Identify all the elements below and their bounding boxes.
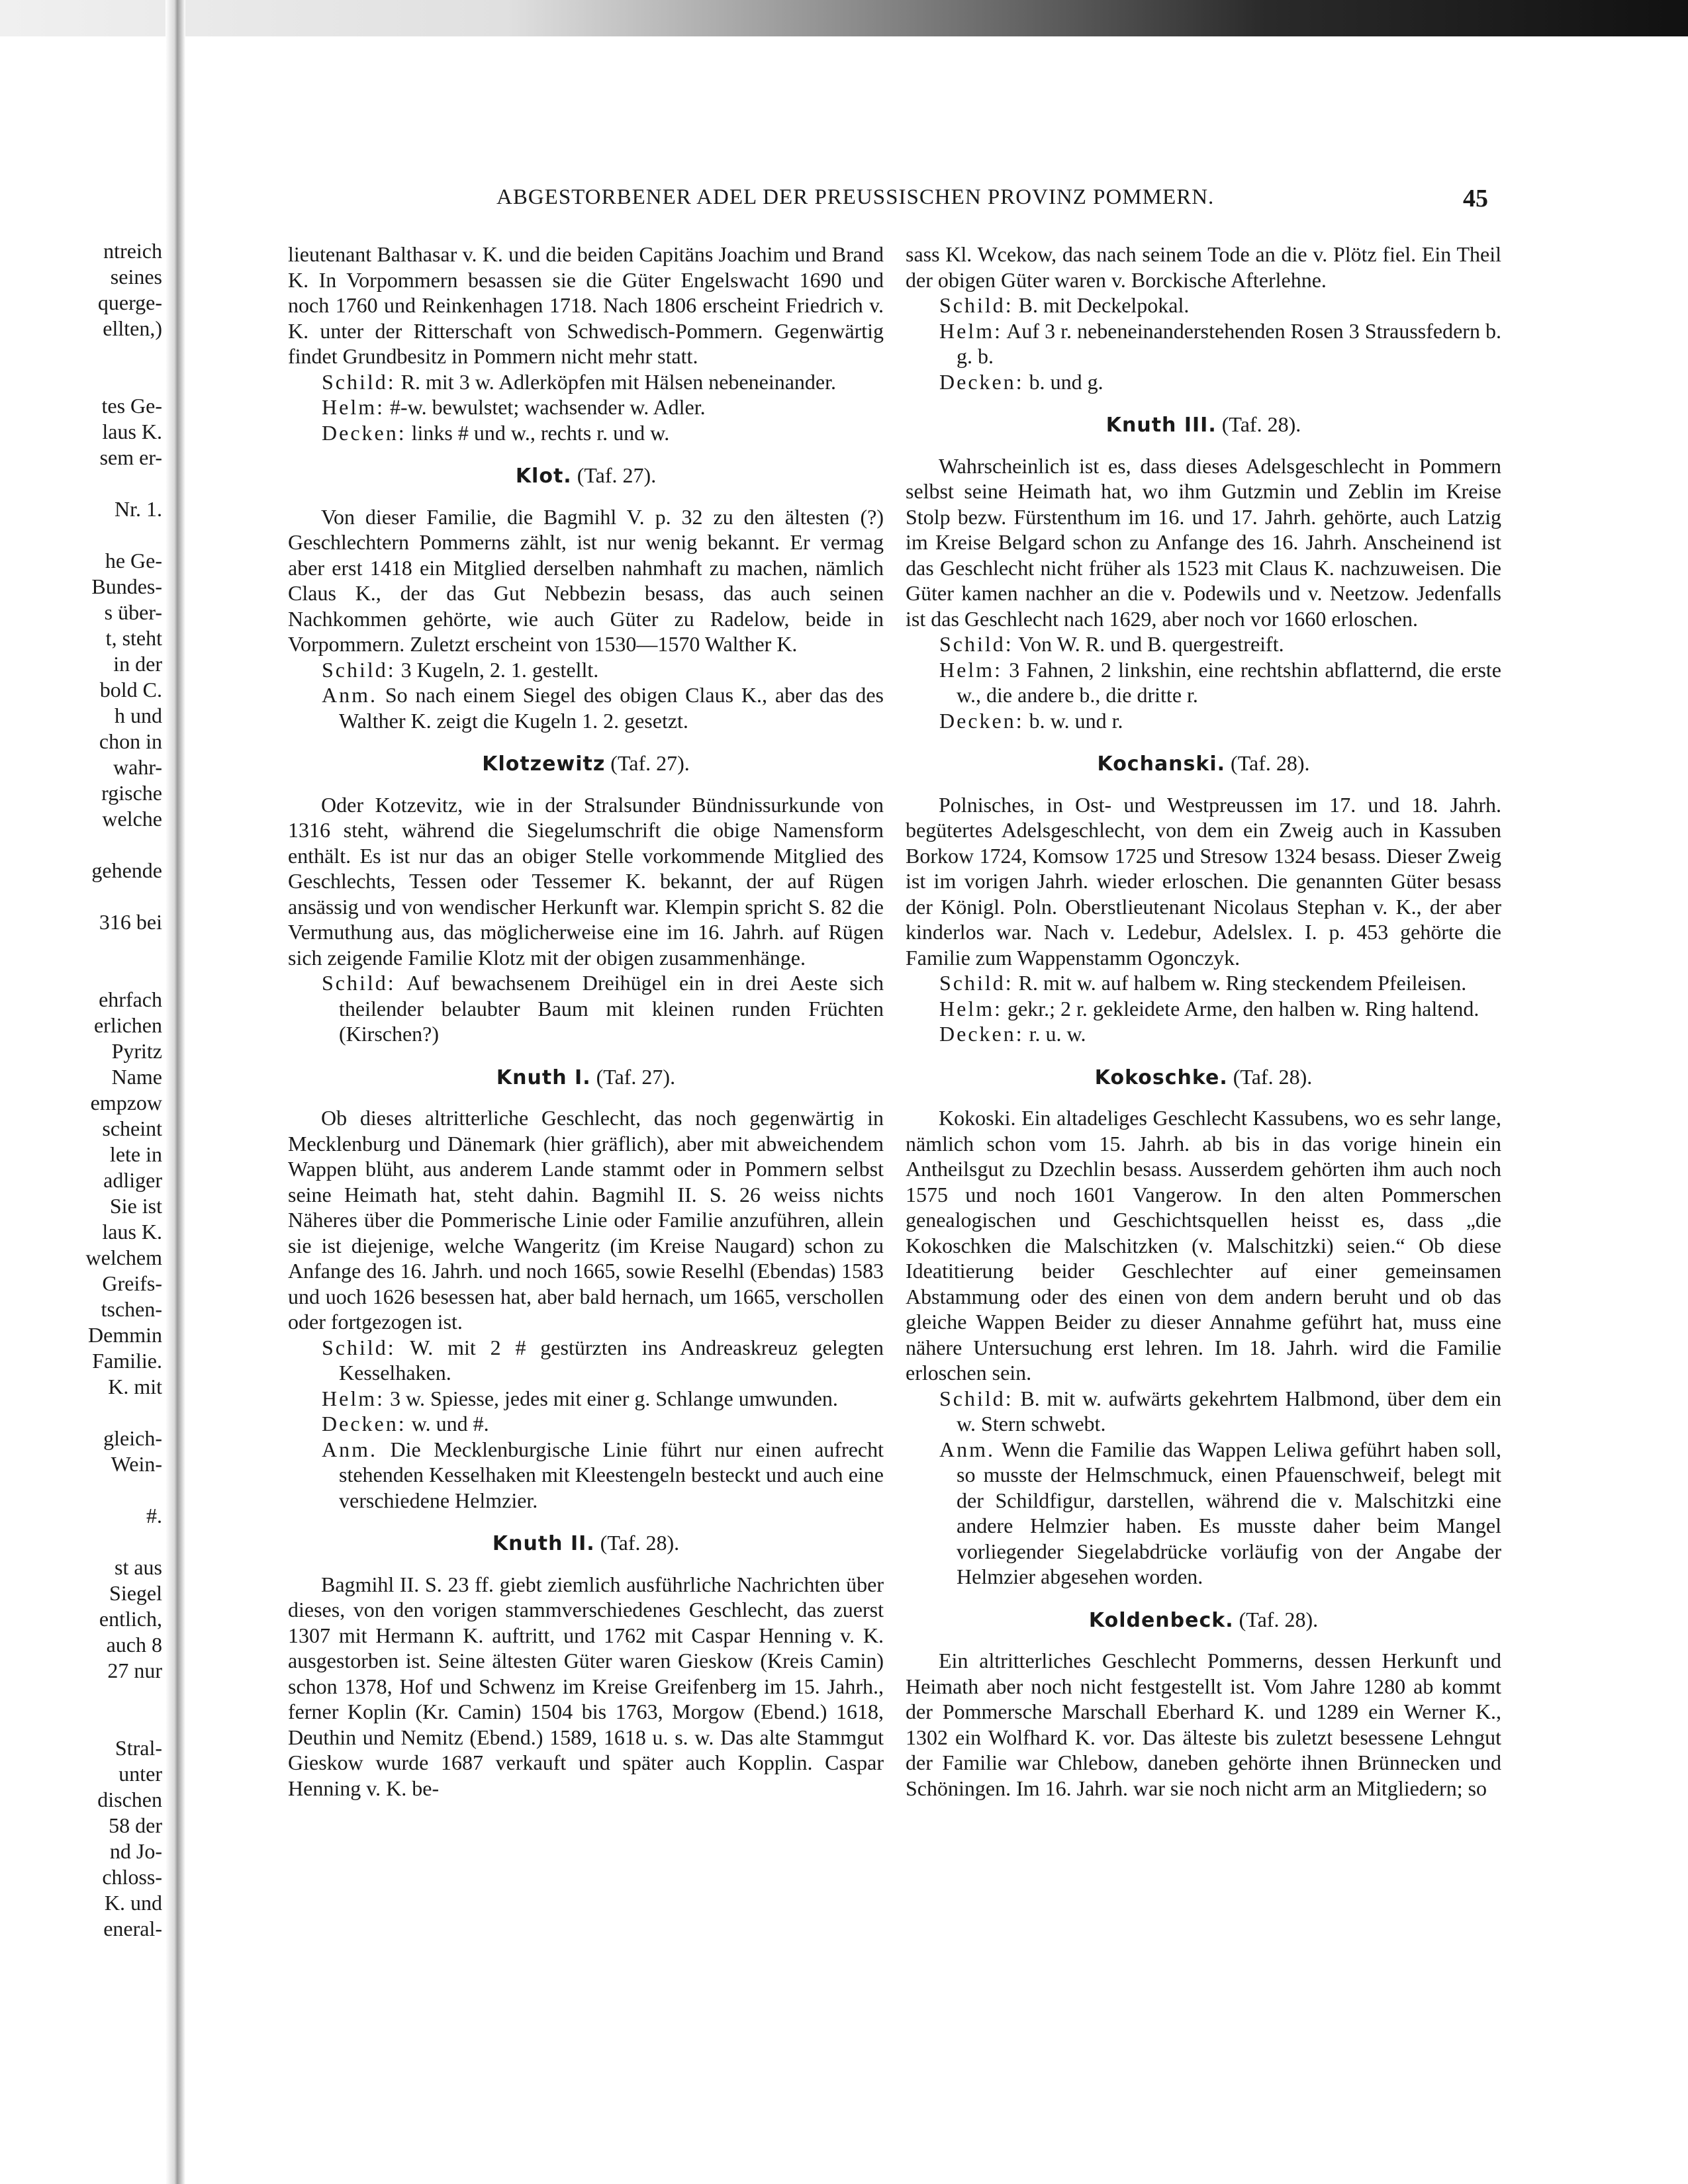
- margin-fragment: entlich,: [99, 1607, 162, 1631]
- margin-fragment: [0, 522, 162, 548]
- margin-fragment: Stral-: [115, 1736, 162, 1760]
- paragraph: Kokoski. Ein altadeliges Geschlecht Kassubens, wo es sehr lange, nämlich schon vom 15. Jahrh. ab bis in das vorige hinein ein Antheilsgut zu Dzechlin besass. Ausserdem gehörten ihm auch noch 1575 und noch 1601 Vangerow. In den alten Pommerschen genealogischen und Geschichtsquellen heisst es, dass „die Kokoschken die Malschitzken (v. Malschitzki) seien.“ Ob diese Ideatitierung beider Geschlechter auf einer gemeinsamen Abstammung oder des einen von dem andern beruht und ob das gleiche Wappen Beider zu dieser Annahme geführt hat, muss eine nähere Untersuchung erst lehren. Im 18. Jahrh. wird die Familie erloschen sein.: [906, 1106, 1501, 1385]
- margin-fragment: nd Jo-: [109, 1839, 162, 1863]
- margin-fragment: seines: [110, 265, 162, 289]
- margin-fragment: in der: [113, 652, 162, 676]
- family-name: Koldenbeck.: [1088, 1608, 1234, 1632]
- entry-heading: [288, 1530, 884, 1557]
- plate-reference: (Taf. 28).: [1221, 412, 1301, 436]
- plate-reference: (Taf. 28).: [1231, 751, 1310, 775]
- margin-fragment: wahr-: [113, 755, 162, 779]
- plate-reference: (Taf. 28).: [1233, 1064, 1313, 1089]
- heraldry-line: [288, 420, 884, 446]
- heraldry-line: [288, 970, 884, 1047]
- paragraph: Wahrscheinlich ist es, dass dieses Adelsgeschlecht in Pommern selbst seine Heimath hat, wo ihm Gutzmin und Zeblin im Kreise Stolp bezw. Fürstenthum im 16. und 17. Jahrh. gehörte, auch Latzig im Kreise Belgard schon zu Anfange des 16. Jahrh. Anscheinend ist das Geschlecht nicht früher als 1523 mit Claus K. nachzuweisen. Die Güter kamen nachher an die v. Podewils und v. Neetzow. Jedenfalls ist das Geschlecht nach 1629, aber noch vor 1660 erloschen.: [906, 453, 1501, 631]
- entry-heading: [288, 1064, 884, 1091]
- margin-fragment: scheint: [102, 1116, 162, 1140]
- margin-fragment: h und: [115, 704, 162, 727]
- heraldry-key: Helm:: [939, 996, 1002, 1021]
- margin-fragment: 316 bei: [99, 910, 162, 934]
- margin-fragment: Name: [111, 1065, 162, 1089]
- margin-fragment: Wein-: [111, 1452, 162, 1476]
- paragraph: Oder Kotzevitz, wie in der Stralsunder Bündnissurkunde von 1316 steht, während die Siegelumschrift die obige Namensform enthält. Es ist nur das an obiger Stelle vorkommende Mitglied des Geschlechts, Tessen oder Tessemer K. bekannt, der auf Rügen ansässig und von wendischer Herkunft war. Klempin spricht S. 82 die Vermuthung aus, das möglicherweise eine im 16. Jahrh. auf Rügen sich zeigende Familie Klotz mit der obigen zusammenhänge.: [288, 792, 884, 970]
- previous-page-margin: [0, 238, 162, 1942]
- heraldry-key: Anm.: [322, 1437, 377, 1461]
- paragraph: sass Kl. Wcekow, das nach seinem Tode an die v. Plötz fiel. Ein Theil der obigen Güter waren v. Borckische Afterlehne.: [906, 242, 1501, 292]
- family-name: Knuth II.: [492, 1532, 595, 1555]
- heraldry-key: Decken:: [322, 420, 406, 445]
- margin-fragment: laus K.: [102, 1220, 162, 1244]
- heraldry-key: Helm:: [939, 657, 1002, 682]
- heraldry-line: [906, 293, 1501, 318]
- heraldry-text: R. mit w. auf halbem w. Ring steckendem Pfeileisen.: [1018, 971, 1467, 995]
- margin-fragment: [0, 935, 162, 961]
- margin-fragment: laus K.: [102, 420, 162, 443]
- heraldry-line: [288, 369, 884, 395]
- margin-fragment: ellten,): [103, 316, 162, 340]
- heraldry-text: R. mit 3 w. Adlerköpfen mit Hälsen nebeneinander.: [400, 369, 836, 394]
- margin-fragment: [0, 832, 162, 858]
- margin-fragment: erlichen: [93, 1013, 162, 1037]
- plate-reference: (Taf. 28).: [1239, 1607, 1319, 1631]
- heraldry-text: #-w. bewulstet; wachsender w. Adler.: [389, 395, 706, 419]
- plate-reference: (Taf. 27).: [610, 751, 690, 775]
- heraldry-line: [288, 682, 884, 733]
- heraldry-text: 3 Fahnen, 2 linkshin, eine rechtshin abflatternd, die erste w., die andere b., die dritte r.: [957, 657, 1502, 707]
- heraldry-key: Schild:: [939, 1386, 1013, 1410]
- margin-fragment: auch 8: [106, 1633, 162, 1657]
- margin-fragment: [0, 1477, 162, 1503]
- entry-heading: [288, 463, 884, 490]
- entry-heading: [906, 751, 1501, 778]
- margin-fragment: empzow: [90, 1091, 162, 1115]
- heraldry-text: links # und w., rechts r. und w.: [411, 420, 670, 445]
- heraldry-key: Decken:: [322, 1412, 406, 1435]
- heraldry-key: Helm:: [322, 395, 385, 419]
- family-name: Kokoschke.: [1094, 1066, 1228, 1089]
- margin-fragment: Pyritz: [111, 1039, 162, 1063]
- heraldry-line: [906, 318, 1501, 369]
- margin-fragment: [0, 341, 162, 367]
- heraldry-line: [288, 394, 884, 420]
- margin-fragment: [0, 367, 162, 393]
- margin-fragment: Siegel: [109, 1581, 162, 1605]
- margin-fragment: Demmin: [88, 1323, 162, 1347]
- plate-reference: (Taf. 27).: [577, 463, 657, 487]
- margin-fragment: he Ge-: [105, 549, 162, 572]
- margin-fragment: [0, 471, 162, 496]
- heraldry-line: [906, 996, 1501, 1022]
- heraldry-key: Helm:: [322, 1386, 385, 1410]
- family-name: Klot.: [515, 465, 572, 488]
- margin-fragment: adliger: [103, 1168, 162, 1192]
- margin-fragment: [0, 1529, 162, 1555]
- plate-reference: (Taf. 27).: [596, 1064, 676, 1089]
- heraldry-text: 3 w. Spiesse, jedes mit einer g. Schlange umwunden.: [389, 1386, 838, 1410]
- heraldry-key: Schild:: [322, 971, 396, 995]
- margin-fragment: gehende: [91, 858, 162, 882]
- running-header: ABGESTORBENER ADEL DER PREUSSISCHEN PROVINZ POMMERN.: [496, 185, 1215, 209]
- entry-heading: [906, 1064, 1501, 1091]
- margin-fragment: s über-: [104, 600, 162, 624]
- heraldry-key: Schild:: [939, 293, 1013, 317]
- heraldry-key: Schild:: [939, 632, 1013, 656]
- heraldry-key: Decken:: [939, 369, 1024, 394]
- heraldry-line: [906, 1021, 1501, 1047]
- family-name: Kochanski.: [1097, 752, 1226, 776]
- margin-fragment: 27 nur: [107, 1659, 162, 1682]
- heraldry-text: w. und #.: [411, 1412, 489, 1435]
- heraldry-line: [288, 657, 884, 683]
- margin-fragment: ehrfach: [99, 987, 162, 1011]
- family-name: Knuth I.: [496, 1066, 591, 1089]
- page-number: 45: [1463, 185, 1488, 212]
- heraldry-line: [288, 1386, 884, 1412]
- margin-fragment: Sie ist: [109, 1194, 162, 1218]
- margin-fragment: gleich-: [103, 1426, 162, 1450]
- heraldry-text: b. und g.: [1029, 369, 1103, 394]
- heraldry-key: Decken:: [939, 708, 1024, 733]
- heraldry-line: [906, 708, 1501, 734]
- heraldry-text: B. mit w. aufwärts gekehrtem Halbmond, über dem ein w. Stern schwebt.: [957, 1386, 1502, 1435]
- margin-fragment: chloss-: [102, 1865, 162, 1889]
- margin-fragment: welchem: [85, 1246, 162, 1269]
- margin-fragment: K. mit: [108, 1375, 162, 1398]
- heraldry-text: r. u. w.: [1029, 1022, 1086, 1046]
- margin-fragment: K. und: [104, 1891, 162, 1915]
- right-column: [906, 242, 1501, 1801]
- paragraph: lieutenant Balthasar v. K. und die beiden Capitäns Joachim und Brand K. In Vorpommern besassen sie die Güter Engelswacht 1690 und noch 1760 und Reinkenhagen 1718. Nach 1806 erscheint Friedrich v. K. unter der Ritterschaft von Schwedisch-Pommern. Gegenwärtig findet Grundbesitz in Pommern nicht mehr statt.: [288, 242, 884, 368]
- margin-fragment: st aus: [115, 1555, 162, 1579]
- margin-fragment: [0, 1684, 162, 1709]
- heraldry-key: Helm:: [939, 318, 1002, 343]
- heraldry-text: b. w. und r.: [1029, 708, 1123, 733]
- margin-fragment: rgische: [101, 781, 162, 805]
- scan-top-edge: [0, 0, 1688, 36]
- heraldry-key: Schild:: [322, 1335, 396, 1359]
- heraldry-line: [288, 1437, 884, 1514]
- heraldry-line: [288, 1411, 884, 1437]
- margin-fragment: lete in: [109, 1142, 162, 1166]
- margin-fragment: bold C.: [99, 678, 162, 702]
- margin-fragment: [0, 961, 162, 987]
- margin-fragment: welche: [102, 807, 162, 831]
- heraldry-key: Schild:: [322, 369, 396, 394]
- margin-fragment: sem er-: [99, 445, 162, 469]
- heraldry-line: [906, 970, 1501, 996]
- heraldry-text: B. mit Deckelpokal.: [1018, 293, 1190, 317]
- margin-fragment: querge-: [97, 291, 162, 314]
- heraldry-line: [288, 1335, 884, 1386]
- margin-fragment: tes Ge-: [101, 394, 162, 418]
- margin-fragment: [0, 1709, 162, 1735]
- margin-fragment: ntreich: [103, 239, 162, 263]
- heraldry-key: Anm.: [322, 683, 377, 707]
- heraldry-key: Schild:: [322, 657, 396, 682]
- margin-fragment: unter: [118, 1762, 162, 1786]
- plate-reference: (Taf. 28).: [600, 1531, 680, 1555]
- left-column: [288, 242, 884, 1801]
- heraldry-text: 3 Kugeln, 2. 1. gestellt.: [400, 657, 599, 682]
- heraldry-key: Anm.: [939, 1437, 995, 1461]
- heraldry-key: Schild:: [939, 971, 1013, 995]
- entry-heading: [288, 751, 884, 778]
- margin-fragment: [0, 1400, 162, 1426]
- heraldry-text: Auf bewachsenem Dreihügel ein in drei Aeste sich theilender belaubter Baum mit kleinen runden Früchten (Kirschen?): [339, 971, 884, 1046]
- heraldry-key: Decken:: [939, 1022, 1024, 1046]
- heraldry-text: Auf 3 r. nebeneinanderstehenden Rosen 3 Straussfedern b. g. b.: [957, 318, 1502, 368]
- margin-fragment: chon in: [99, 729, 162, 753]
- margin-fragment: dischen: [97, 1788, 162, 1811]
- margin-fragment: Bundes-: [91, 574, 162, 598]
- margin-fragment: eneral-: [103, 1917, 162, 1940]
- heraldry-text: Die Mecklenburgische Linie führt nur einen aufrecht stehenden Kesselhaken mit Kleestengeln besteckt und auch eine verschiedene Helmzier.: [339, 1437, 884, 1512]
- margin-fragment: Nr. 1.: [115, 497, 162, 521]
- paragraph: Ob dieses altritterliche Geschlecht, das noch gegenwärtig in Mecklenburg und Dänemark (hier gräflich), aber mit abweichendem Wappen blüht, aus anderem Lande stammt oder in Pommern selbst seine Heimath hat, steht dahin. Bagmihl II. S. 26 weiss nichts Näheres über die Pommerische Linie oder Familie anzuführen, allein sie ist diejenige, welche Wangeritz (im Kreise Naugard) schon zu Anfange des 16. Jahrh. und noch 1665, sowie Reselhl (Ebendas) 1583 und uoch 1626 besessen hat, aber bald hernach, um 1665, verschollen oder fortgezogen ist.: [288, 1106, 884, 1334]
- margin-fragment: #.: [146, 1504, 162, 1527]
- heraldry-line: [906, 1437, 1501, 1590]
- paragraph: Ein altritterliches Geschlecht Pommerns, dessen Herkunft und Heimath aber noch nicht festgestellt ist. Vom Jahre 1280 ab kommt der Pommersche Marschall Eberhard K. und 1289 ein Werner K., 1302 ein Wolfhard K. vor. Das älteste bis zuletzt besessene Lehngut der Familie war Chlebow, daneben gehörte ihnen Brünnecken und Schöningen. Im 16. Jahrh. war sie noch nicht arm an Mitgliedern; so: [906, 1649, 1501, 1800]
- margin-fragment: tschen-: [101, 1297, 162, 1321]
- heraldry-line: [906, 1386, 1501, 1437]
- paragraph: Bagmihl II. S. 23 ff. giebt ziemlich ausführliche Nachrichten über dieses, von den vorigen stammverschiedenes Geschlecht, das zuerst 1307 mit Hermann K. auftritt, und 1762 mit Caspar Henning v. K. ausgestorben ist. Seine ältesten Güter waren Gieskow (Kreis Camin) schon 1378, Hof und Schwenz im Kreise Greifenberg im 15. Jahrh., ferner Koplin (Kr. Camin) 1504 bis 1763, Morgow (Ebend.) 1618, Deuthin und Nemitz (Ebend.) 1589, 1618 u. s. w. Das alte Stammgut Gieskow wurde 1687 verkauft und später auch Kopplin. Caspar Henning v. K. be-: [288, 1572, 884, 1800]
- book-gutter: [165, 0, 185, 2184]
- family-name: Klotzewitz: [482, 752, 606, 776]
- heraldry-text: So nach einem Siegel des obigen Claus K., aber das des Walther K. zeigt die Kugeln 1. 2. gesetzt.: [339, 683, 884, 733]
- family-name: Knuth III.: [1105, 414, 1217, 437]
- margin-fragment: [0, 884, 162, 909]
- heraldry-line: [906, 657, 1501, 708]
- heraldry-text: Wenn die Familie das Wappen Leliwa geführt haben soll, so musste der Helmschmuck, einen Pfauenschweif, belegt mit der Schildfigur, darstellen, während die v. Malschitzki eine andere Helmzier haben. Es musste daher beim Mangel vorliegender Siegelabdrücke vorläufig von der Angabe der Helmzier abgesehen worden.: [957, 1437, 1502, 1588]
- heraldry-line: [906, 369, 1501, 395]
- heraldry-text: gekr.; 2 r. gekleidete Arme, den halben w. Ring haltend.: [1007, 996, 1479, 1021]
- entry-heading: [906, 412, 1501, 439]
- heraldry-text: W. mit 2 # gestürzten ins Andreaskreuz gelegten Kesselhaken.: [339, 1335, 884, 1385]
- margin-fragment: 58 der: [109, 1813, 162, 1837]
- entry-heading: [906, 1607, 1501, 1634]
- paragraph: Von dieser Familie, die Bagmihl V. p. 32 zu den ältesten (?) Geschlechtern Pommerns zählt, ist nur wenig bekannt. Er vermag aber erst 1418 ein Mitglied derselben nahmhaft zu machen, nämlich Claus K., der das Gut Nebbezin besass, das auch seinen Nachkommen gehörte, wie auch Güter zu Radelow, beide in Vorpommern. Zuletzt erscheint von 1530—1570 Walther K.: [288, 504, 884, 656]
- margin-fragment: Familie.: [92, 1349, 162, 1373]
- heraldry-text: Von W. R. und B. quergestreift.: [1018, 632, 1284, 656]
- margin-fragment: t, steht: [105, 626, 162, 650]
- margin-fragment: Greifs-: [102, 1271, 162, 1295]
- paragraph: Polnisches, in Ost- und Westpreussen im 17. und 18. Jahrh. begütertes Adelsgeschlecht, von dem ein Zweig auch in Kassuben Borkow 1724, Komsow 1725 und Stresow 1324 besass. Dieser Zweig ist im vorigen Jahrh. wieder erloschen. Die genannten Güter besass der Königl. Poln. Oberstlieutenant Nicolaus Stephan v. K., der aber kinderlos war. Nach v. Ledebur, Adelslex. I. p. 453 gehörte die Familie zum Wappenstamm Ogonczyk.: [906, 792, 1501, 970]
- heraldry-line: [906, 631, 1501, 657]
